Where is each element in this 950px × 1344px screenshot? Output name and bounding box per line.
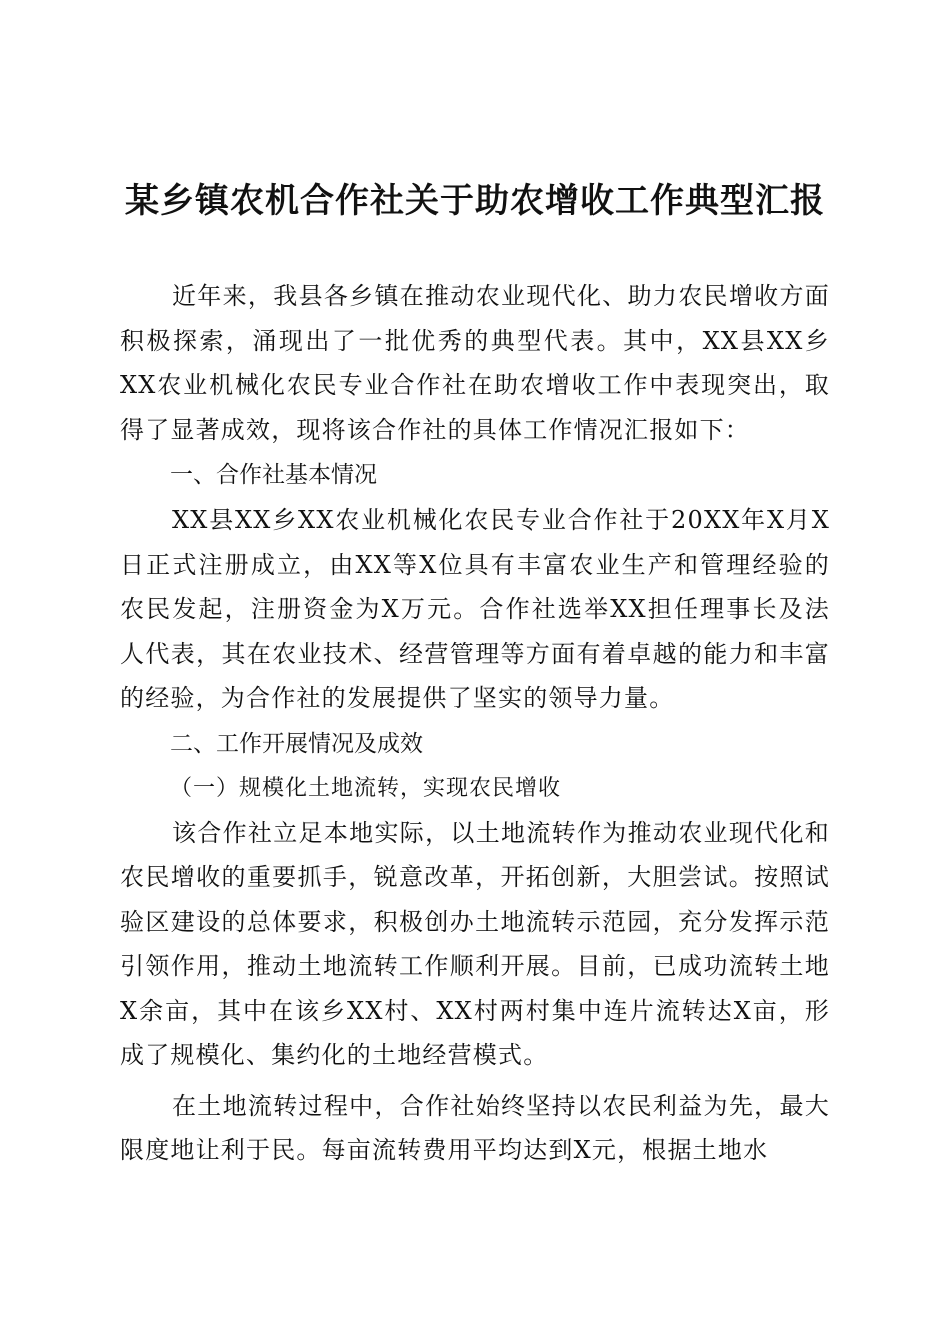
section-1-paragraph: XX县XX乡XX农业机械化农民专业合作社于20XX年X月X日正式注册成立，由XX等X位具有丰富农业生产和管理经验的农民发起，注册资金为X万元。合作社选举XX担任理事长及法人代表，其在农业技术、经营管理等方面有着卓越的能力和丰富的经验，为合作社的发展提供了坚实的领导力量。 xyxy=(120,506,830,712)
section-1-heading: 一、合作社基本情况 xyxy=(170,462,377,488)
subsection-1-heading: （一）规模化土地流转，实现农民增收 xyxy=(170,775,562,801)
document-title: 某乡镇农机合作社关于助农增收工作典型汇报 xyxy=(125,181,825,221)
section-2-heading: 二、工作开展情况及成效 xyxy=(170,730,423,757)
document-body xyxy=(120,274,830,1173)
intro-paragraph: 近年来，我县各乡镇在推动农业现代化、助力农民增收方面积极探索，涌现出了一批优秀的典型代表。其中，XX县XX乡XX农业机械化农民专业合作社在助农增收工作中表现突出，取得了显著成效，现将该合作社的具体工作情况汇报如下： xyxy=(120,282,830,444)
subsection-1-paragraph-1: 该合作社立足本地实际，以土地流转作为推动农业现代化和农民增收的重要抓手，锐意改革，开拓创新，大胆尝试。按照试验区建设的总体要求，积极创办土地流转示范园，充分发挥示范引领作用，推动土地流转工作顺利开展。目前，已成功流转土地X余亩，其中在该乡XX村、XX村两村集中连片流转达X亩，形成了规模化、集约化的土地经营模式。 xyxy=(120,818,830,1069)
subsection-1-paragraph-2: 在土地流转过程中，合作社始终坚持以农民利益为先，最大限度地让利于民。每亩流转费用平均达到X元，根据土地水 xyxy=(120,1091,830,1164)
